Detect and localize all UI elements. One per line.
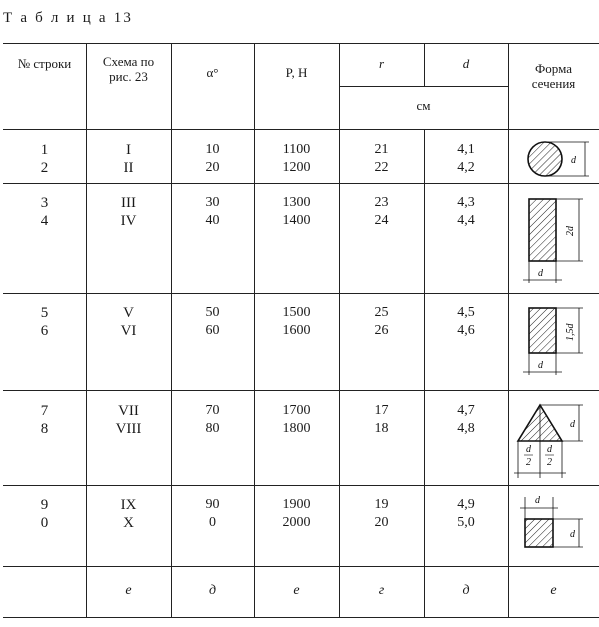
header-shape-line1: Форма [535, 61, 572, 76]
cell-alpha [171, 141, 254, 177]
cell-scheme [86, 304, 171, 340]
cell-alpha [171, 194, 254, 230]
r-1: 23 [374, 195, 389, 210]
rule-header-bottom [3, 129, 599, 130]
d-2: 4,8 [457, 421, 475, 436]
scheme-1: V [123, 305, 134, 321]
row-no-2: 4 [40, 213, 49, 229]
scheme-1: VII [118, 403, 139, 419]
cell-force [254, 141, 339, 177]
row-no-1: 7 [40, 403, 49, 419]
d-2: 4,2 [457, 160, 475, 175]
cell-d [424, 496, 508, 532]
d-1: 4,7 [457, 403, 475, 418]
cell-scheme [86, 402, 171, 438]
cell-d [424, 402, 508, 438]
footer-d: д [462, 583, 470, 598]
r-2: 20 [374, 515, 389, 530]
footer-r: г [378, 583, 385, 598]
alpha-1: 50 [205, 305, 220, 320]
cell-row-no [3, 141, 86, 177]
alpha-1: 70 [205, 403, 220, 418]
footer-alpha: д [208, 583, 217, 598]
cell-d [424, 304, 508, 340]
r-2: 26 [374, 323, 389, 338]
scheme-2: X [123, 515, 134, 531]
force-1: 1700 [282, 403, 311, 418]
square-section-icon [520, 495, 583, 547]
r-1: 17 [374, 403, 389, 418]
label-d: d [538, 360, 543, 371]
cell-alpha [171, 304, 254, 340]
cell-force [254, 496, 339, 532]
rule-g4 [3, 485, 599, 486]
alpha-2: 20 [205, 160, 220, 175]
cell-alpha [171, 496, 254, 532]
label-half-den: 2 [547, 457, 552, 468]
r-1: 19 [374, 497, 389, 512]
cell-r [339, 141, 424, 177]
row-no-1: 9 [40, 497, 49, 513]
scheme-1: IX [120, 497, 137, 513]
d-1: 4,1 [457, 142, 475, 157]
header-r: r [378, 56, 385, 71]
alpha-2: 80 [205, 421, 220, 436]
label-half-den: 2 [526, 457, 531, 468]
force-1: 1500 [282, 305, 311, 320]
force-2: 2000 [282, 515, 311, 530]
row-no-2: 0 [40, 515, 49, 531]
row-no-1: 5 [40, 305, 49, 321]
d-1: 4,3 [457, 195, 475, 210]
circle-section-icon [528, 142, 589, 176]
force-1: 1100 [282, 142, 311, 157]
cell-row-no [3, 402, 86, 438]
r-2: 24 [374, 213, 389, 228]
scheme-2: II [123, 160, 134, 176]
rule-g5 [3, 566, 599, 567]
cell-force [254, 304, 339, 340]
cell-r [339, 402, 424, 438]
cell-r [339, 304, 424, 340]
d-2: 4,4 [457, 213, 475, 228]
cell-alpha [171, 402, 254, 438]
label-2d: 2d [565, 226, 576, 236]
scheme-2: IV [120, 213, 137, 229]
scheme-1: I [126, 142, 131, 158]
label-d: d [570, 419, 575, 430]
r-1: 25 [374, 305, 389, 320]
cell-force [254, 402, 339, 438]
r-2: 22 [374, 160, 389, 175]
scheme-2: VI [120, 323, 137, 339]
r-2: 18 [374, 421, 389, 436]
force-1: 1300 [282, 195, 311, 210]
header-d: d [462, 56, 470, 71]
force-2: 1200 [282, 160, 311, 175]
rule-top [3, 43, 599, 44]
label-1-5d: 1,5d [565, 323, 576, 341]
table-caption: Т а б л и ц а 13 [3, 10, 134, 26]
force-2: 1800 [282, 421, 311, 436]
cell-scheme [86, 141, 171, 177]
d-1: 4,5 [457, 305, 475, 320]
header-unit: см [416, 98, 431, 113]
cell-r [339, 496, 424, 532]
d-2: 4,6 [457, 323, 475, 338]
rect-2d-section-icon [523, 199, 583, 283]
alpha-1: 30 [205, 195, 220, 210]
scheme-2: VIII [115, 421, 142, 437]
row-no-2: 6 [40, 323, 49, 339]
force-2: 1600 [282, 323, 311, 338]
header-row-no: № строки [17, 56, 72, 71]
col-rule-6 [508, 43, 509, 617]
header-scheme-line2: рис. 23 [109, 69, 148, 84]
header-alpha: α° [206, 65, 219, 80]
alpha-2: 0 [209, 515, 216, 530]
triangle-section-icon [514, 405, 583, 478]
row-no-2: 8 [40, 421, 49, 437]
scheme-1: III [121, 195, 136, 211]
row-no-1: 1 [40, 142, 49, 158]
footer-shape: е [550, 583, 557, 598]
label-d: d [538, 268, 543, 279]
d-2: 5,0 [457, 515, 475, 530]
cell-row-no [3, 304, 86, 340]
footer-force: е [293, 583, 300, 598]
header-force: P, Н [285, 65, 308, 80]
cell-row-no [3, 496, 86, 532]
r-1: 21 [374, 142, 389, 157]
force-2: 1400 [282, 213, 311, 228]
row-no-2: 2 [40, 160, 49, 176]
header-scheme [86, 54, 171, 84]
cell-force [254, 194, 339, 230]
rect-1-5d-section-icon [523, 308, 583, 375]
cell-d [424, 141, 508, 177]
header-scheme-line1: Схема по [102, 54, 155, 69]
label-d: d [571, 155, 576, 166]
cell-r [339, 194, 424, 230]
label-half-d: d [547, 444, 552, 455]
footer-scheme: е [125, 583, 132, 598]
d-1: 4,9 [457, 497, 475, 512]
alpha-1: 10 [205, 142, 220, 157]
force-1: 1900 [282, 497, 311, 512]
rule-g1 [3, 183, 599, 184]
cell-scheme [86, 496, 171, 532]
label-d: d [570, 529, 575, 540]
cell-scheme [86, 194, 171, 230]
rule-g2 [3, 293, 599, 294]
rule-g3 [3, 390, 599, 391]
label-half-d: d [526, 444, 531, 455]
alpha-2: 40 [205, 213, 220, 228]
header-shape [508, 61, 599, 91]
rule-bottom [3, 617, 599, 618]
label-d: d [535, 495, 540, 506]
header-shape-line2: сечения [531, 76, 576, 91]
cell-row-no [3, 194, 86, 230]
cell-d [424, 194, 508, 230]
alpha-2: 60 [205, 323, 220, 338]
rule-unit [339, 86, 508, 87]
alpha-1: 90 [205, 497, 220, 512]
row-no-1: 3 [40, 195, 49, 211]
